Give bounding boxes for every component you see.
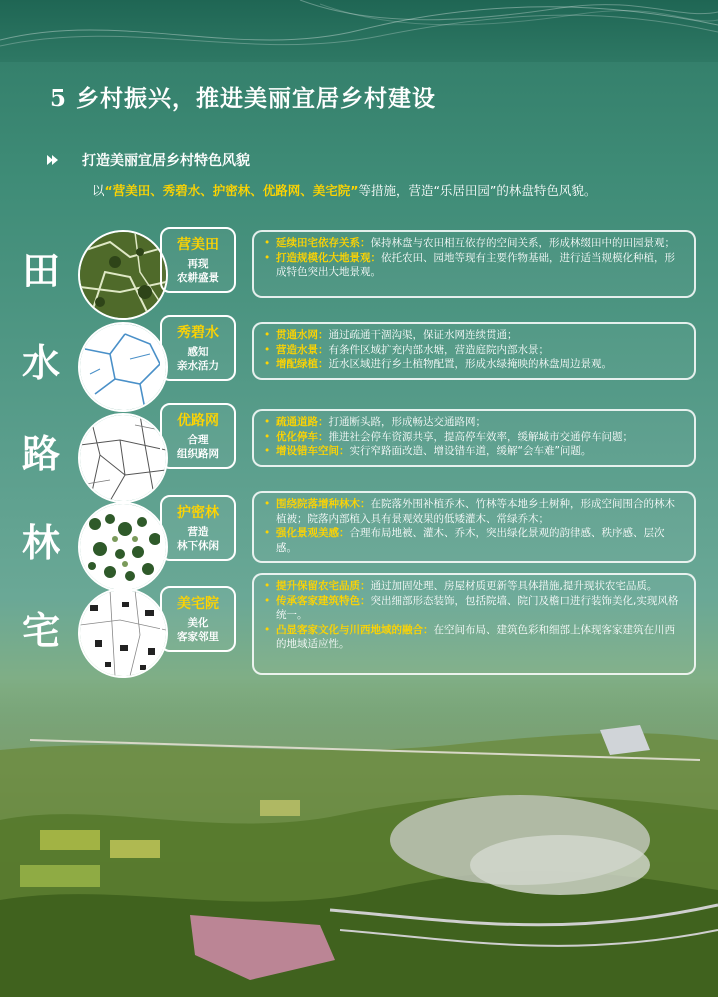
field-pattern-map-icon <box>78 230 168 320</box>
tag-sub-line2: 农耕盛景 <box>177 272 219 284</box>
desc-item-key: 延续田宅依存关系： <box>276 237 371 249</box>
section-subheading <box>46 150 250 170</box>
description-box <box>252 322 696 380</box>
intro-highlight: “营美田、秀碧水、护密林、优路网、美宅院” <box>104 183 359 198</box>
desc-item-key: 贯通水网： <box>276 329 329 341</box>
desc-item-key: 强化景观美感： <box>276 527 350 539</box>
desc-item <box>262 623 684 652</box>
tag-box <box>160 403 236 469</box>
tag-sub-line2: 组织路网 <box>177 448 219 460</box>
intro-prefix: 以 <box>92 183 105 198</box>
desc-item-key: 凸显客家文化与川西地域的融合： <box>276 623 434 636</box>
desc-item-key: 打造规模化大地景观： <box>276 251 381 264</box>
desc-item-key: 增配绿植： <box>276 358 329 370</box>
desc-item-key: 优化停车： <box>276 430 329 443</box>
description-box <box>252 230 696 298</box>
desc-item-text: 合理布局地被、灌木、乔木，突出绿化景观的韵律感、秩序感、层次感。 <box>276 527 665 554</box>
intro-text <box>92 181 596 199</box>
desc-item-key: 营造水景： <box>276 343 329 356</box>
desc-item <box>262 497 684 526</box>
desc-item <box>262 430 684 445</box>
desc-item-text: 实行窄路面改造、增设错车道，缓解“会车难”问题。 <box>349 445 592 457</box>
desc-item-key: 传承客家建筑特色： <box>276 594 371 607</box>
big-character: 宅 <box>22 608 61 653</box>
water-network-map-icon <box>78 322 168 412</box>
tag-box <box>160 227 236 293</box>
desc-item <box>262 579 684 594</box>
desc-item-text: 保持林盘与农田相互依存的空间关系，形成林缀田中的田园景观； <box>370 237 675 249</box>
desc-item <box>262 343 684 358</box>
tag-sub-line1: 感知 <box>187 346 209 358</box>
desc-item <box>262 357 684 372</box>
big-character: 田 <box>22 248 61 293</box>
description-box <box>252 573 696 675</box>
tag-title: 美宅院 <box>177 596 219 612</box>
desc-item <box>262 251 684 280</box>
aerial-landscape-image <box>0 690 718 997</box>
tag-sub-line2: 林下休闲 <box>177 540 219 552</box>
tag-title: 护密林 <box>177 505 219 521</box>
dwelling-pattern-map-icon <box>78 588 168 678</box>
desc-item-text: 依托农田、园地等现有主要作物基础，进行适当规模化种植，形成特色突出大地景观。 <box>276 251 675 278</box>
big-character: 林 <box>22 520 61 565</box>
desc-item-text: 在院落外围补植乔木、竹林等本地乡土树种，形成空间围合的林木植被；院落内部植入具有景观效果的低矮灌木、常绿乔木； <box>276 498 675 525</box>
tag-title: 优路网 <box>177 413 219 429</box>
tag-box <box>160 586 236 652</box>
desc-item-text: 在空间布局、建筑色彩和细部上体现客家建筑在川西的地域适应性。 <box>276 623 675 650</box>
forest-pattern-map-icon <box>78 502 168 592</box>
desc-item-key: 增设错车空间： <box>276 445 350 457</box>
desc-item-key: 围绕院落增种林木： <box>276 498 371 510</box>
header-band <box>0 0 718 62</box>
tag-sub-line1: 再现 <box>187 258 209 270</box>
description-box <box>252 491 696 563</box>
tag-title: 营美田 <box>177 237 219 253</box>
big-character: 路 <box>22 431 61 476</box>
desc-item <box>262 236 684 251</box>
big-character: 水 <box>22 340 61 385</box>
desc-item-text: 通过加固处理、房屋材质更新等具体措施,提升现状农宅品质。 <box>370 580 658 592</box>
tag-box <box>160 495 236 561</box>
desc-item-text: 通过疏通干涸沟渠，保证水网连续贯通； <box>328 329 518 341</box>
page-title: 5 乡村振兴，推进美丽宜居乡村建设 <box>50 85 437 112</box>
desc-item <box>262 594 684 623</box>
desc-item-key: 提升保留农宅品质： <box>276 580 371 592</box>
intro-suffix: 等措施，营造“乐居田园”的林盘特色风貌。 <box>358 183 597 198</box>
desc-item <box>262 444 684 459</box>
desc-item-text: 有条件区域扩充内部水塘，营造庭院内部水景； <box>328 343 549 356</box>
tag-title: 秀碧水 <box>177 325 219 341</box>
desc-item-text: 推进社会停车资源共享，提高停车效率，缓解城市交通停车问题； <box>328 430 633 443</box>
desc-item-text: 打通断头路，形成畅达交通路网； <box>328 416 486 428</box>
tag-box <box>160 315 236 381</box>
tag-sub-line2: 客家邻里 <box>177 631 219 643</box>
wave-decoration <box>0 0 718 62</box>
road-network-map-icon <box>78 413 168 503</box>
double-chevron-arrow-icon <box>46 153 60 167</box>
tag-sub-line2: 亲水活力 <box>177 360 219 372</box>
tag-sub-line1: 美化 <box>187 617 209 629</box>
desc-item-text: 近水区域进行乡土植物配置，形成水绿掩映的林盘周边景观。 <box>328 358 612 370</box>
tag-sub-line1: 合理 <box>187 434 209 446</box>
desc-item-text: 突出细部形态装饰，包括院墙、院门及檐口进行装饰美化,实现风格统一。 <box>276 594 679 621</box>
desc-item <box>262 526 684 555</box>
subheading-text: 打造美丽宜居乡村特色风貌 <box>82 153 250 169</box>
desc-item <box>262 415 684 430</box>
desc-item <box>262 328 684 343</box>
tag-sub-line1: 营造 <box>187 526 209 538</box>
description-box <box>252 409 696 467</box>
desc-item-key: 疏通道路： <box>276 416 329 428</box>
